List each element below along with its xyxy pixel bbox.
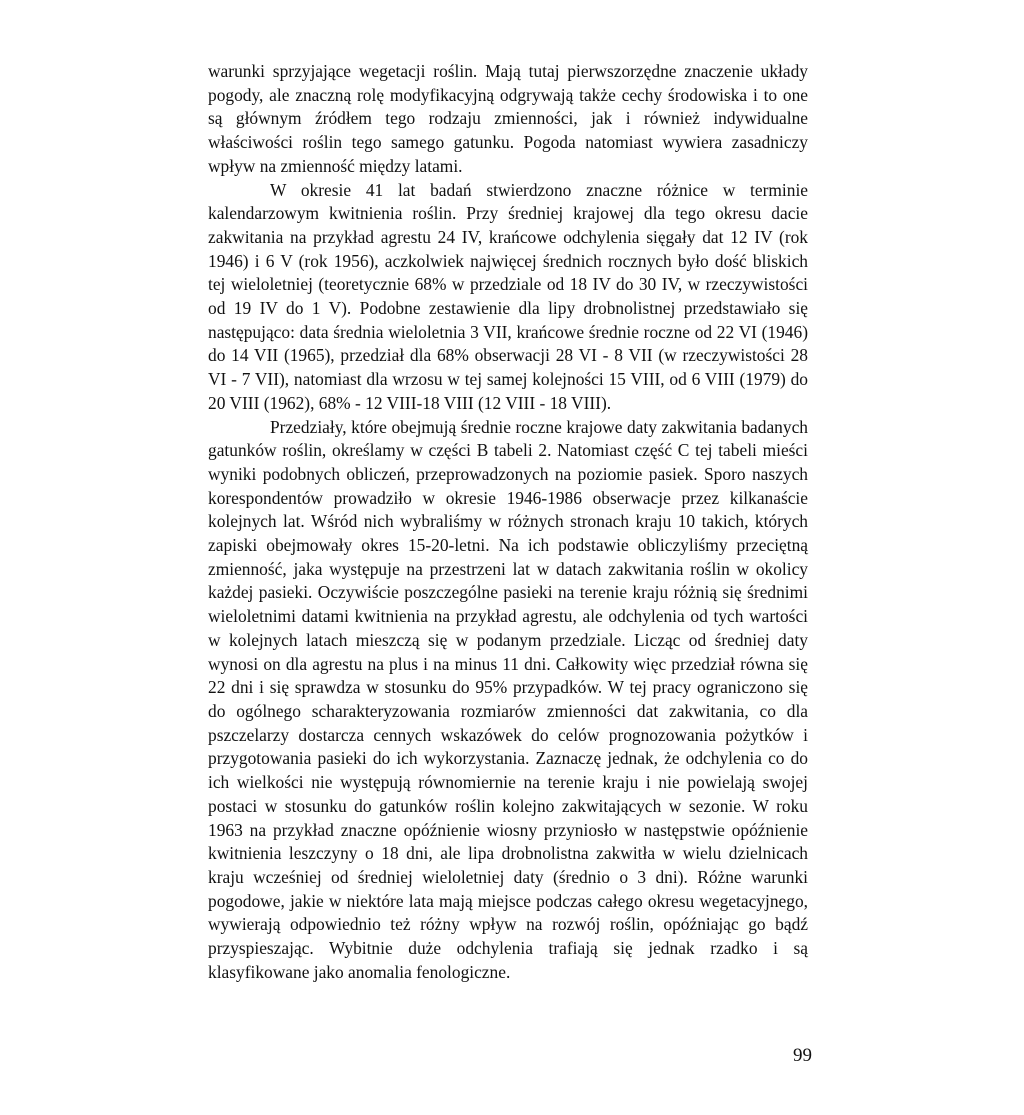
paragraph-2: W okresie 41 lat badań stwierdzono znaczne różnice w terminie kalendarzowym kwitnienia roślin. Przy średniej krajowej dla tego okresu dacie zakwitania na przykład agrestu 24 IV, krańcowe odchylenia sięgały dat 12 IV (rok 1946) i 6 V (rok 1956), aczkolwiek najwięcej średnich rocznych było dość bliskich tej wieloletniej (teoretycznie 68% w przedziale od 18 IV do 30 IV, w rzeczywistości od 19 IV do 1 V). Podobne zestawienie dla lipy drobnolistnej przedstawiało się następująco: data średnia wieloletnia 3 VII, krańcowe średnie roczne od 22 VI (1946) do 14 VII (1965), przedział dla 68% obserwacji 28 VI - 8 VII (w rzeczywistości 28 VI - 7 VII), natomiast dla wrzosu w tej samej kolejności 15 VIII, od 6 VIII (1979) do 20 VIII (1962), 68% - 12 VIII-18 VIII (12 VIII - 18 VIII). <box>208 179 808 413</box>
page-text <box>208 60 808 984</box>
page-number: 99 <box>793 1045 812 1066</box>
paragraph-1: warunki sprzyjające wegetacji roślin. Mają tutaj pierwszorzędne znaczenie układy pogody, ale znaczną rolę modyfikacyjną odgrywają także cechy środowiska i to one są głównym źródłem tego rodzaju zmienności, jak i również indywidualne właściwości roślin tego samego gatunku. Pogoda natomiast wywiera zasadniczy wpływ na zmienność między latami. <box>208 61 808 176</box>
paragraph-3: Przedziały, które obejmują średnie roczne krajowe daty zakwitania badanych gatunków roślin, określamy w części B tabeli 2. Natomiast część C tej tabeli mieści wyniki podobnych obliczeń, przeprowadzonych na poziomie pasiek. Sporo naszych korespondentów prowadziło w okresie 1946-1986 obserwacje przez kilkanaście kolejnych lat. Wśród nich wybraliśmy w różnych stronach kraju 10 takich, których zapiski obejmowały okres 15-20-letni. Na ich podstawie obliczyliśmy przeciętną zmienność, jaka występuje na przestrzeni lat w datach zakwitania roślin w okolicy każdej pasieki. Oczywiście poszczególne pasieki na terenie kraju różnią się średnimi wieloletnimi datami kwitnienia na przykład agrestu, ale odchylenia od tych wartości w kolejnych latach mieszczą się w podanym przedziale. Licząc od średniej daty wynosi on dla agrestu na plus i na minus 11 dni. Całkowity więc przedział równa się 22 dni i się sprawdza w stosunku do 95% przypadków. W tej pracy ograniczono się do ogólnego scharakteryzowania rozmiarów zmienności dat zakwitania, co dla pszczelarzy dostarcza cennych wskazówek do celów prognozowania pożytków i przygotowania pasieki do ich wykorzystania. Zaznaczę jednak, że odchylenia co do ich wielkości nie występują równomiernie na terenie kraju i nie powielają swojej postaci w stosunku do gatunków roślin kolejno zakwitających w sezonie. W roku 1963 na przykład znaczne opóźnienie wiosny przyniosło w następstwie opóźnienie kwitnienia leszczyny o 18 dni, ale lipa drobnolistna zakwitła w wielu dzielnicach kraju wcześniej od średniej wieloletniej daty (średnio o 3 dni). Różne warunki pogodowe, jakie w niektóre lata mają miejsce podczas całego okresu wegetacyjnego, wywierają odpowiednio też różny wpływ na rozwój roślin, opóźniając go bądź przyspieszając. Wybitnie duże odchylenia trafiają się jednak rzadko i są klasyfikowane jako anomalia fenologiczne. <box>208 416 808 982</box>
